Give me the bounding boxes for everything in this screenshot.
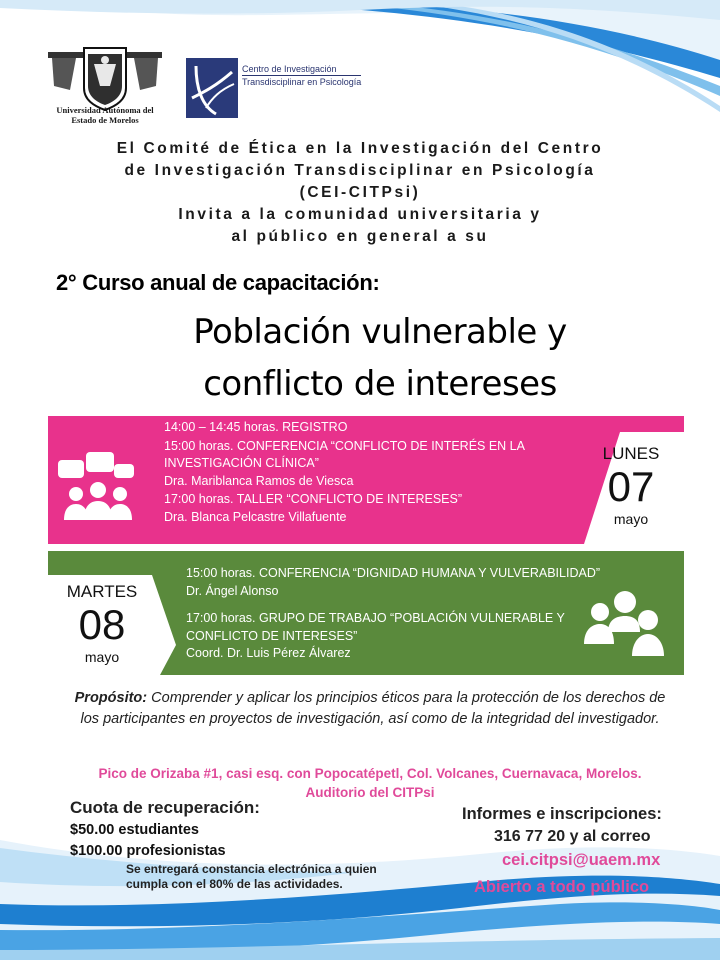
fee-professionals: $100.00 profesionistas <box>70 843 226 859</box>
info-title: Informes e inscripciones: <box>462 805 662 823</box>
fees-title: Cuota de recuperación: <box>70 798 260 817</box>
course-label: 2° Curso anual de capacitación: <box>56 270 380 295</box>
center-name: Centro de Investigación Transdisciplinar en Psicología <box>242 64 362 87</box>
schedule-line: INVESTIGACIÓN CLÍNICA” <box>164 456 319 470</box>
schedule-line: Coord. Dr. Luis Pérez Álvarez <box>186 646 351 660</box>
schedule-line: 17:00 horas. TALLER “CONFLICTO DE INTERESES” <box>164 492 463 506</box>
group-people-icon <box>582 588 668 658</box>
open-to-public: Abierto a todo público <box>474 878 650 896</box>
day2-date: MARTES 08 mayo <box>66 582 138 665</box>
schedule-line: Dr. Ángel Alonso <box>186 583 279 598</box>
people-chat-icon <box>56 446 136 526</box>
purpose-text: Propósito: Comprender y aplicar los principios éticos para la protección de los derechos de los participantes en proyectos de investigación, así como de la integridad del investigador. <box>74 690 666 727</box>
university-name: Universidad Autónoma del Estado de Morelos <box>56 105 154 125</box>
schedule-line: Dra. Blanca Pelcastre Villafuente <box>164 509 347 524</box>
schedule-line: 17:00 horas. GRUPO DE TRABAJO “POBLACIÓN VULNERABLE Y <box>186 611 565 625</box>
schedule-line: 15:00 horas. CONFERENCIA “DIGNIDAD HUMANA Y VULVERABILIDAD” <box>186 566 601 580</box>
fee-students: $50.00 estudiantes <box>70 822 199 838</box>
info-phone: 316 77 20 y al correo <box>494 828 651 845</box>
schedule-line: 14:00 – 14:45 horas. REGISTRO <box>164 420 348 434</box>
day1-date: LUNES 07 mayo <box>602 444 660 527</box>
day2-schedule <box>186 565 606 663</box>
schedule-line: CONFLICTO DE INTERESES” <box>186 628 358 643</box>
schedule-line: Dra. Mariblanca Ramos de Viesca <box>164 473 354 488</box>
venue-address: Pico de Orizaba #1, casi esq. con Popocatépetl, Col. Volcanes, Cuernavaca, Morelos. Auditorio del CITPsi <box>98 766 642 800</box>
schedule-line: 15:00 horas. CONFERENCIA “CONFLICTO DE INTERÉS EN LA <box>164 438 525 453</box>
invitation-text: El Comité de Ética en la Investigación del Centro de Investigación Transdisciplinar en Psicología (CEI-CITPsi) Invita a la comunidad universitaria y al público en general a su <box>116 140 604 245</box>
info-email[interactable]: cei.citpsi@uaem.mx <box>502 851 661 869</box>
day1-schedule <box>164 419 574 526</box>
main-title: Población vulnerable y conflicto de intereses <box>193 312 567 404</box>
citpsi-logo <box>186 58 238 118</box>
certificate-note: Se entregará constancia electrónica a quien cumpla con el 80% de las actividades. <box>126 862 377 891</box>
